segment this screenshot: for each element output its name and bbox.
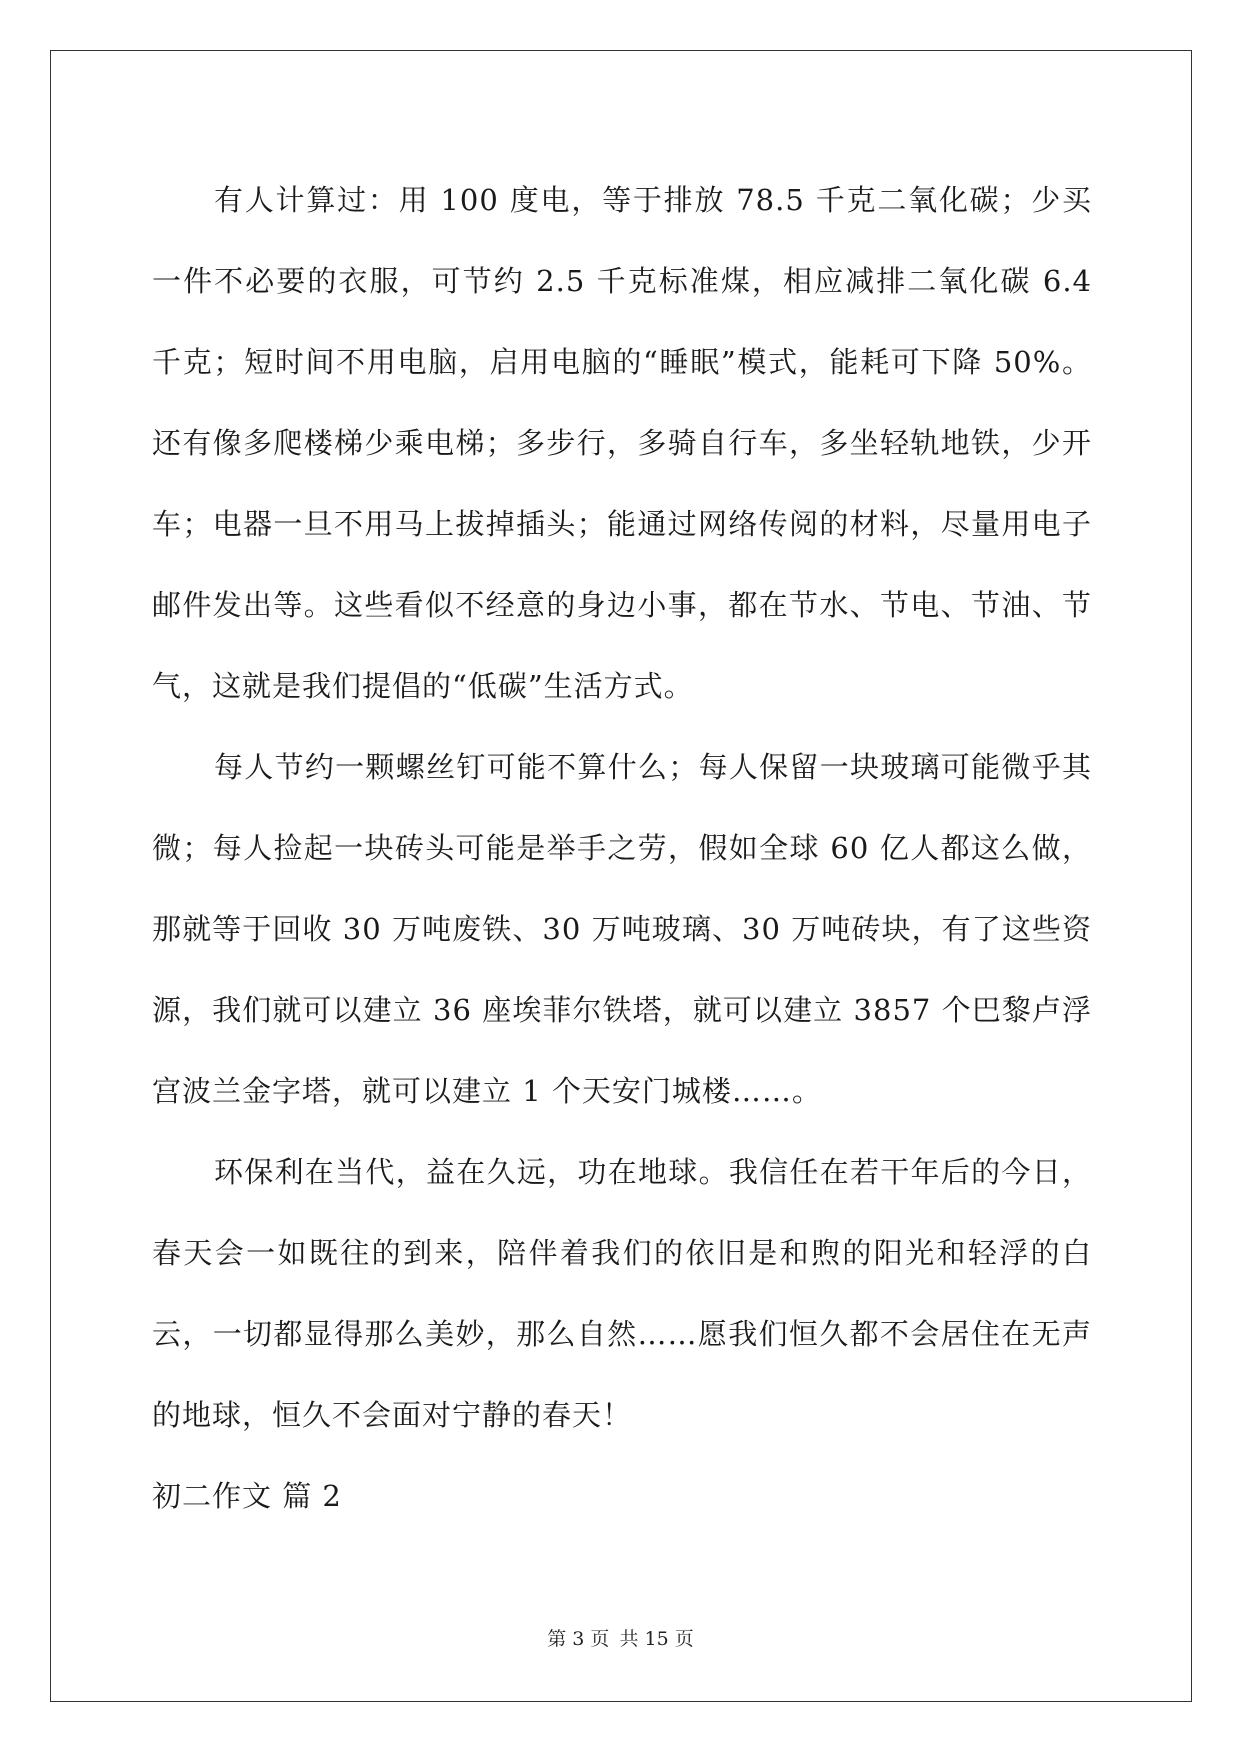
page-number: 第 3 页: [547, 1628, 610, 1650]
paragraph-2: 每人节约一颗螺丝钉可能不算什么；每人保留一块玻璃可能微乎其微；每人捡起一块砖头可能是举手之劳，假如全球 60 亿人都这么做，那就等于回收 30 万吨废铁、30 万吨玻璃、30 万吨砖块，有了这些资源，我们就可以建立 36 座埃菲尔铁塔，就可以建立 3857 个巴黎卢浮宫波兰金字塔，就可以建立 1 个天安门城楼……。: [152, 750, 1092, 1108]
paragraph-1: 有人计算过：用 100 度电，等于排放 78.5 千克二氧化碳；少买一件不必要的衣服，可节约 2.5 千克标准煤，相应减排二氧化碳 6.4 千克；短时间不用电脑，启用电脑的“睡眠”模式，能耗可下降 50%。还有像多爬楼梯少乘电梯；多步行，多骑自行车，多坐轻轨地铁，少开车；电器一旦不用马上拔掉插头；能通过网络传阅的材料，尽量用电子邮件发出等。这些看似不经意的身边小事，都在节水、节电、节油、节气，这就是我们提倡的“低碳”生活方式。: [152, 183, 1092, 703]
document-body: [152, 160, 1092, 1537]
page-total: 共 15 页: [619, 1628, 694, 1650]
paragraph-3: 环保利在当代，益在久远，功在地球。我信任在若干年后的今日，春天会一如既往的到来，陪伴着我们的依旧是和煦的阳光和轻浮的白云，一切都显得那么美妙，那么自然……愿我们恒久都不会居住在无声的地球，恒久不会面对宁静的春天！: [152, 1155, 1092, 1432]
section-heading: 初二作文 篇 2: [152, 1479, 342, 1513]
page-footer: [0, 1624, 1241, 1651]
